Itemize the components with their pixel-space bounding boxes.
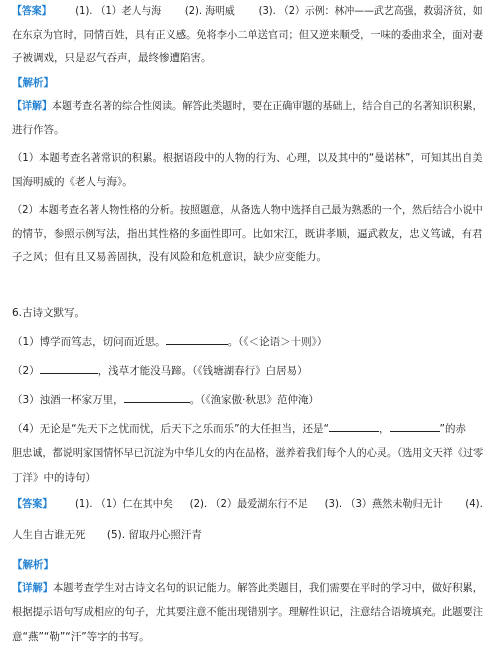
fill-blank xyxy=(390,421,440,432)
question-source: 。（《渔家傲·秋思》范仲淹） xyxy=(189,394,320,406)
fill-blank xyxy=(166,334,228,345)
answer-text: （1）仁在其中矣 xyxy=(95,498,173,510)
detail-tag: 【详解】 xyxy=(12,582,53,594)
answer-line-2: 在东京为官时，同情百姓，具有正义感。免将李小二单送官司；但又逆来顺受，一味的委曲求全，面对妻 xyxy=(12,29,483,41)
question-item-1 xyxy=(12,334,327,349)
answer-index: (5). xyxy=(106,529,126,541)
answer-index: (3). xyxy=(324,498,343,510)
detail-line-2: 进行作答。 xyxy=(12,124,65,136)
detail-line-1 xyxy=(12,99,483,113)
answer-index: (2). xyxy=(189,498,208,510)
detail-p2-line-3: 子之风；但有且又易善固执，没有风险和危机意识，缺少应变能力。 xyxy=(12,251,327,263)
question-item-4-line-2: 胆忠诚，都说明家国情怀早已沉淀为中华儿女的内在品格，滋养着我们每个人的心灵。（选用文天祥《过零 xyxy=(12,447,484,459)
fill-blank xyxy=(124,392,190,403)
answer-text: （2）最爱湖东行不足 xyxy=(210,498,308,510)
answer2-line-1 xyxy=(12,497,483,511)
answer-index: (1). xyxy=(75,5,93,17)
detail-p1-line-2: 国海明威的《老人与海》。 xyxy=(12,176,133,188)
question-text: （4）无论是“先天下之忧而忧，后天下之乐而乐”的大任担当，还是“ xyxy=(12,423,329,435)
question-text: ”的赤 xyxy=(439,423,466,435)
analysis2-line-1 xyxy=(12,581,483,595)
answer-tag: 【答案】 xyxy=(12,5,52,17)
question-item-3 xyxy=(12,392,319,407)
question-item-2 xyxy=(12,363,308,378)
detail-p1-line-1: （1）本题考查名著常识的积累。根据语段中的人物的行为、心理，以及其中的“曼诺林”，可知其出自美 xyxy=(12,152,483,164)
answer-line-1 xyxy=(12,4,483,18)
answer-text: 留取丹心照汗青 xyxy=(128,529,202,541)
answer-text: （3）燕然未勒归无计 xyxy=(345,498,443,510)
question-text: （2） xyxy=(12,365,40,377)
detail-p2-line-2: 的情节，参照示例写法，指出其性格的多面性即可。比如宋江，既讲孝顺，逼武救友，忠义笃诚，有君 xyxy=(12,228,483,240)
question-item-4-line-1 xyxy=(12,421,466,436)
answer-tag: 【答案】 xyxy=(12,498,53,510)
detail-text: 本题考查名著的综合性阅读。解答此类题时，要在正确审题的基础上，结合自己的名著知识积累， xyxy=(52,100,483,112)
question-source: ，浅草才能没马蹄。（《钱塘湖春行》白居易） xyxy=(97,365,308,377)
answer-index: (3). xyxy=(258,5,276,17)
detail-text: 本题考查学生对古诗文名句的识记能力。解答此类题目，我们需要在平时的学习中，做好积累， xyxy=(52,582,484,594)
question-text: ， xyxy=(379,423,390,435)
analysis2-line-3: 意“燕”“勒”“汗”等字的书写。 xyxy=(12,631,150,643)
fill-blank xyxy=(40,363,98,374)
answer-text: 人生自古谁无死 xyxy=(12,529,86,541)
question-text: （1）博学而笃志，切问而近思。 xyxy=(12,336,166,348)
analysis-tag: 【解析】 xyxy=(12,77,54,89)
answer-text: （2）示例：林冲——武艺高强，救弱济贫，如 xyxy=(278,5,483,17)
answer-text: （1）老人与海 xyxy=(95,5,162,17)
analysis2-tag: 【解析】 xyxy=(12,559,54,571)
answer-index: (1). xyxy=(74,498,93,510)
question-item-4-line-3: 丁洋》中的诗句） xyxy=(12,472,96,484)
question-title: 6.古诗文默写。 xyxy=(12,307,86,319)
question-source: 。（《＜论语＞十则》） xyxy=(227,336,328,348)
analysis2-line-2: 根据提示语句写成相应的句子，尤其要注意不能出现错别字。理解性识记，注意结合语境填充。此题要注 xyxy=(12,606,483,618)
detail-p2-line-1: （2）本题考查名著人物性格的分析。按照题意，从备选人物中选择自己最为熟悉的一个，然后结合小说中 xyxy=(12,204,483,216)
answer-index: (4). xyxy=(465,498,483,510)
answer-text: 海明威 xyxy=(205,5,235,17)
fill-blank xyxy=(329,421,379,432)
detail-tag: 【详解】 xyxy=(12,100,53,112)
answer-line-3: 子被调戏，只是忍气吞声，最终惨遭陷害。 xyxy=(12,52,212,64)
question-text: （3）浊酒一杯家万里， xyxy=(12,394,124,406)
answer2-line-2 xyxy=(12,528,202,542)
answer-index: (2). xyxy=(184,5,203,17)
